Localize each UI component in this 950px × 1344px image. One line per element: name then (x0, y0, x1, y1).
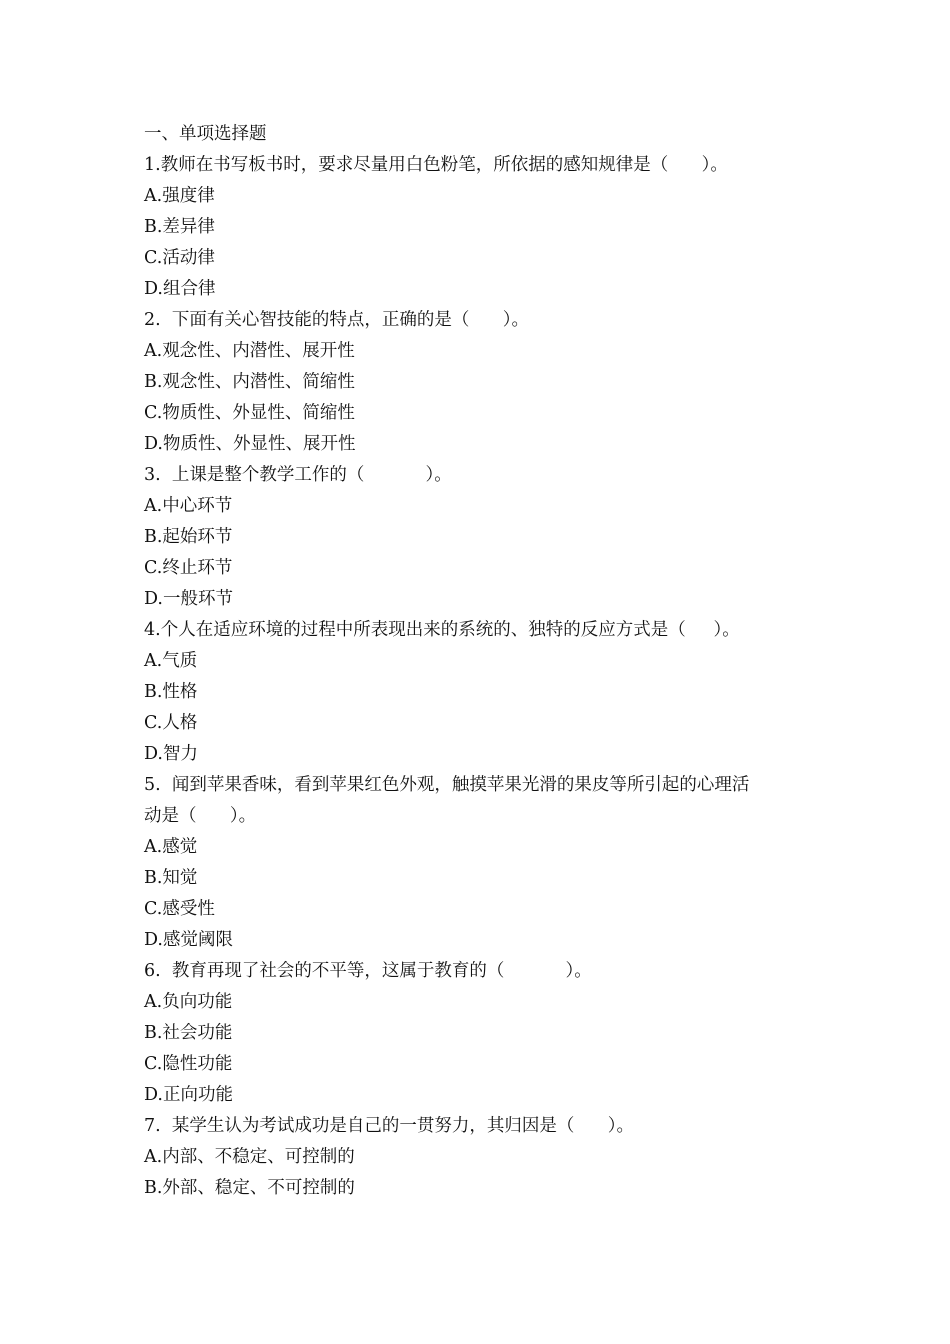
question-6-option-d: D.正向功能 (144, 1085, 233, 1105)
section-title: 一、单项选择题 (144, 124, 267, 144)
question-5-option-a: A.感觉 (144, 837, 198, 857)
question-5-stem-line-2: 动是（ ）。 (144, 806, 257, 826)
question-5-option-b: B.知觉 (144, 868, 198, 888)
question-1-option-a: A.强度律 (144, 186, 215, 206)
question-2-option-a: A.观念性、内潜性、展开性 (144, 341, 355, 361)
question-6-option-b: B.社会功能 (144, 1023, 233, 1043)
question-2-option-d: D.物质性、外显性、展开性 (144, 434, 356, 454)
question-2-stem: 2. 下面有关心智技能的特点，正确的是（ ）。 (144, 310, 529, 330)
question-6-option-a: A.负向功能 (144, 992, 233, 1012)
question-7-option-b: B.外部、稳定、不可控制的 (144, 1178, 355, 1198)
question-6-stem: 6. 教育再现了社会的不平等，这属于教育的（ ）。 (144, 961, 592, 981)
question-1-option-b: B.差异律 (144, 217, 215, 237)
question-7-stem: 7. 某学生认为考试成功是自己的一贯努力，其归因是（ ）。 (144, 1116, 634, 1136)
question-5-option-d: D.感觉阈限 (144, 930, 233, 950)
question-4-stem: 4.个人在适应环境的过程中所表现出来的系统的、独特的反应方式是（ ）。 (144, 620, 740, 640)
question-3-stem: 3. 上课是整个教学工作的（ ）。 (144, 465, 452, 485)
question-2-option-c: C.物质性、外显性、简缩性 (144, 403, 355, 423)
question-4-option-b: B.性格 (144, 682, 198, 702)
question-6-option-c: C.隐性功能 (144, 1054, 233, 1074)
question-1-option-c: C.活动律 (144, 248, 215, 268)
question-2-option-b: B.观念性、内潜性、简缩性 (144, 372, 355, 392)
question-5-stem-line-1: 5. 闻到苹果香味，看到苹果红色外观，触摸苹果光滑的果皮等所引起的心理活 (144, 775, 750, 795)
question-3-option-b: B.起始环节 (144, 527, 233, 547)
exam-content (144, 119, 814, 1204)
question-5-option-c: C.感受性 (144, 899, 215, 919)
question-1-stem: 1.教师在书写板书时，要求尽量用白色粉笔，所依据的感知规律是（ ）。 (144, 155, 728, 175)
question-3-option-a: A.中心环节 (144, 496, 233, 516)
question-3-option-d: D.一般环节 (144, 589, 233, 609)
question-1-option-d: D.组合律 (144, 279, 216, 299)
question-4-option-c: C.人格 (144, 713, 198, 733)
question-7-option-a: A.内部、不稳定、可控制的 (144, 1147, 355, 1167)
question-3-option-c: C.终止环节 (144, 558, 233, 578)
question-4-option-d: D.智力 (144, 744, 198, 764)
question-4-option-a: A.气质 (144, 651, 198, 671)
